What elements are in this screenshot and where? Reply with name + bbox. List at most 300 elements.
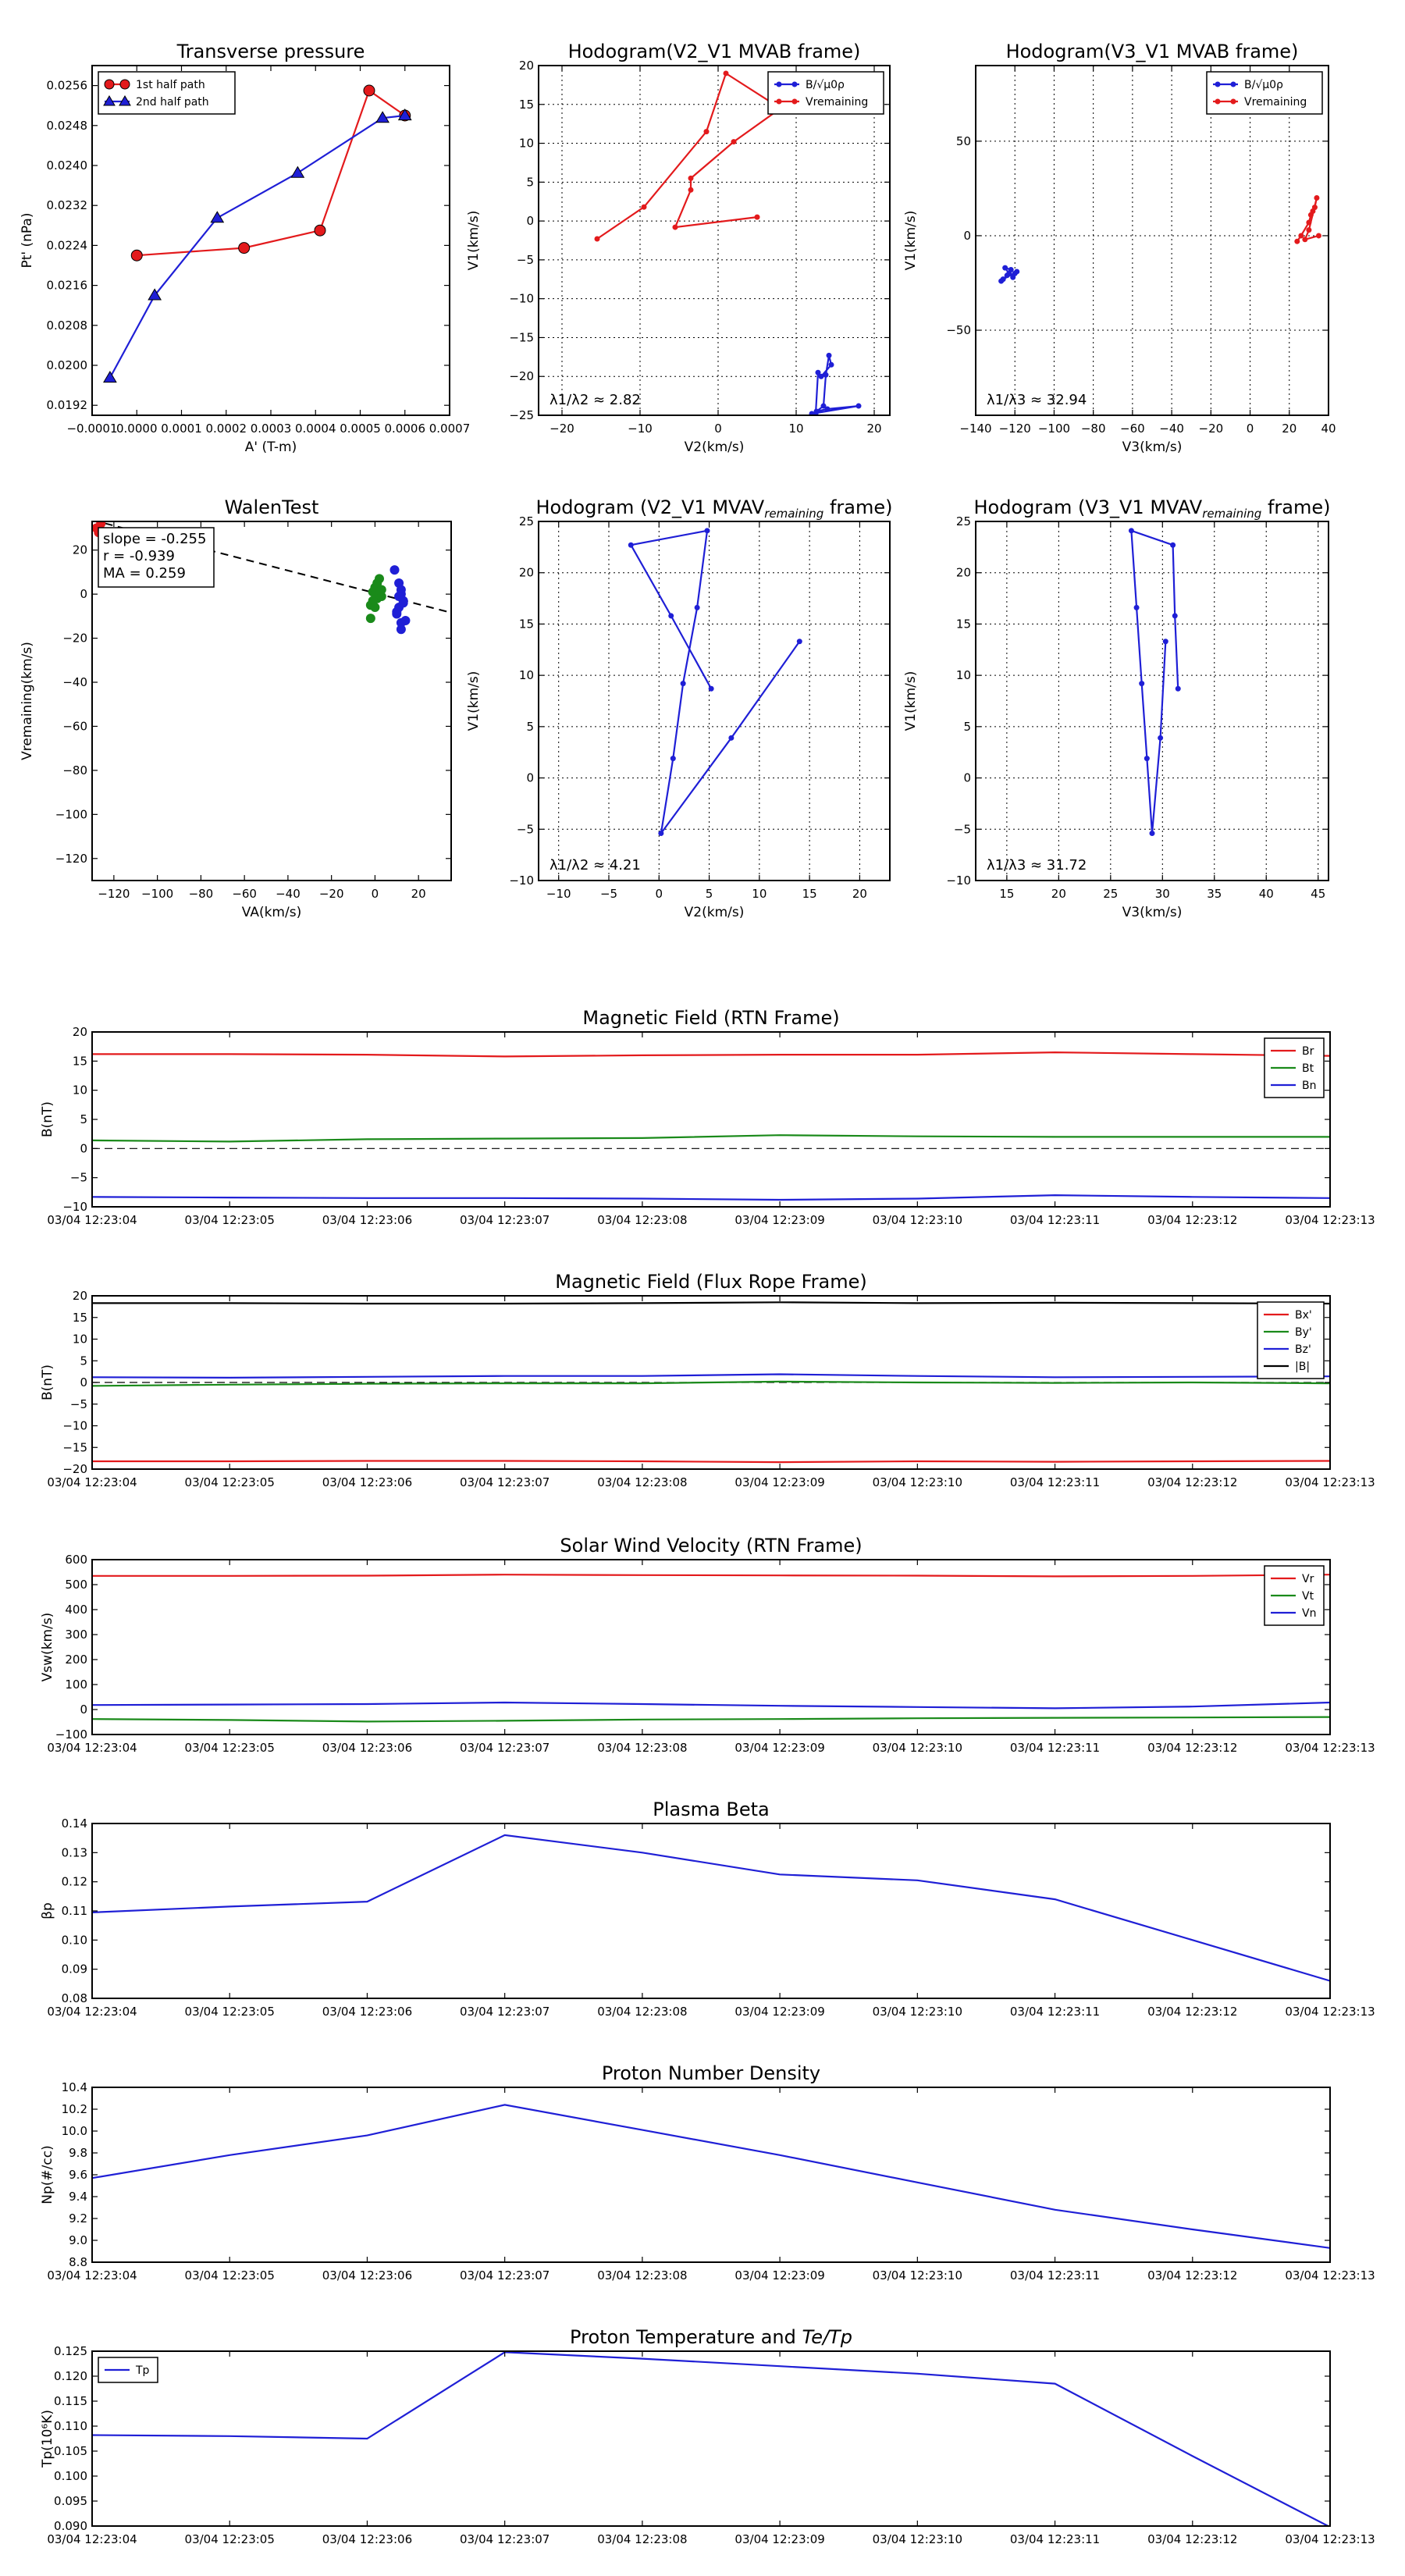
transverse-pressure-point xyxy=(315,225,325,236)
magnetic-field-rtn-legend-label: Bn xyxy=(1302,1080,1317,1092)
plasma-beta-frame xyxy=(92,1823,1330,1998)
transverse-pressure-ytick-label: 0.0216 xyxy=(46,278,87,293)
hodogram-v2v1-mvav-xtick-label: 10 xyxy=(752,887,767,901)
hodogram-v3v1-mvav-point xyxy=(1144,756,1150,761)
proton-temperature-xtick-label: 03/04 12:23:07 xyxy=(459,2532,550,2546)
walen-test-xtick-label: −100 xyxy=(141,887,174,901)
walen-test-xtick-label: −80 xyxy=(188,887,214,901)
magnetic-field-flux-rope-xtick-label: 03/04 12:23:13 xyxy=(1285,1475,1375,1489)
transverse-pressure-ytick-label: 0.0224 xyxy=(46,238,87,253)
magnetic-field-rtn-ytick-label: 20 xyxy=(72,1025,87,1039)
hodogram-v3v1-mvav-xtick-label: 45 xyxy=(1311,887,1326,901)
hodogram-v2v1-mvav-ytick-label: 15 xyxy=(518,617,534,632)
hodogram-v2v1-mvab-point xyxy=(595,237,600,242)
hodogram-v2v1-mvab-legend xyxy=(768,72,884,114)
hodogram-v3v1-mvav-ytick-label: 10 xyxy=(955,668,971,683)
hodogram-v3v1-mvab-ytick-label: 50 xyxy=(955,133,971,148)
hodogram-v3v1-mvav-xtick-label: 15 xyxy=(999,887,1015,901)
walen-test-ytick-label: −20 xyxy=(62,631,87,646)
walen-test-xtick-label: −20 xyxy=(318,887,344,901)
transverse-pressure-ytick-label: 0.0256 xyxy=(46,78,87,93)
hodogram-v2v1-mvab-point xyxy=(731,139,737,144)
hodogram-v3v1-mvav-point xyxy=(1158,735,1163,741)
plasma-beta-xtick-label: 03/04 12:23:04 xyxy=(47,2005,137,2019)
hodogram-v3v1-mvav-xtick-label: 35 xyxy=(1207,887,1222,901)
hodogram-v3v1-mvab-panel xyxy=(903,41,1336,455)
hodogram-v2v1-mvab-legend-marker xyxy=(792,99,798,105)
hodogram-v2v1-mvav-series-s0 xyxy=(628,528,802,836)
magnetic-field-flux-rope-panel xyxy=(40,1271,1375,1489)
magnetic-field-flux-rope-ytick-label: −15 xyxy=(62,1440,87,1455)
transverse-pressure-xtick-label: 0.0005 xyxy=(340,422,381,436)
hodogram-v3v1-mvab-legend-label: B/√μ0ρ xyxy=(1244,79,1283,91)
proton-temperature-xtick-label: 03/04 12:23:12 xyxy=(1147,2532,1238,2546)
walen-test-series-s0 xyxy=(366,574,386,623)
solar-wind-velocity-xtick-label: 03/04 12:23:09 xyxy=(735,1741,825,1755)
transverse-pressure-xtick-label: 0.0004 xyxy=(295,422,336,436)
magnetic-field-flux-rope-ytick-label: 0 xyxy=(80,1375,87,1389)
hodogram-v3v1-mvab-point xyxy=(1006,271,1012,276)
solar-wind-velocity-ytick-label: 100 xyxy=(65,1678,87,1692)
proton-number-density-frame xyxy=(92,2087,1330,2262)
proton-number-density-xtick-label: 03/04 12:23:10 xyxy=(872,2268,963,2282)
magnetic-field-flux-rope-legend-label: By' xyxy=(1295,1326,1312,1339)
proton-number-density-ytick-label: 9.6 xyxy=(69,2168,87,2182)
plasma-beta-xtick-label: 03/04 12:23:06 xyxy=(322,2005,413,2019)
hodogram-v2v1-mvav-point xyxy=(670,756,676,761)
solar-wind-velocity-legend-label: Vt xyxy=(1302,1590,1314,1603)
solar-wind-velocity-ytick-label: 400 xyxy=(65,1603,87,1617)
solar-wind-velocity-xtick-label: 03/04 12:23:06 xyxy=(322,1741,413,1755)
plasma-beta-title: Plasma Beta xyxy=(653,1799,770,1820)
magnetic-field-rtn-series-line xyxy=(92,1135,1330,1141)
hodogram-v2v1-mvab-annotation: λ1/λ2 ≈ 2.82 xyxy=(550,392,641,408)
walen-test-point xyxy=(377,592,386,601)
transverse-pressure-xlabel: A' (T-m) xyxy=(244,439,297,455)
hodogram-v3v1-mvav-point xyxy=(1139,681,1144,686)
plasma-beta-series-s0 xyxy=(92,1835,1330,1981)
proton-temperature-legend xyxy=(98,2357,158,2382)
transverse-pressure-xtick-label: 0.0001 xyxy=(161,422,202,436)
hodogram-v3v1-mvab-xtick-label: −120 xyxy=(998,422,1031,436)
magnetic-field-rtn-xtick-label: 03/04 12:23:13 xyxy=(1285,1213,1375,1227)
proton-temperature-xtick-label: 03/04 12:23:08 xyxy=(597,2532,688,2546)
hodogram-v3v1-mvav-xtick-label: 20 xyxy=(1051,887,1066,901)
transverse-pressure-point xyxy=(291,167,304,178)
magnetic-field-flux-rope-ytick-label: 10 xyxy=(72,1332,87,1347)
walen-stat-1: r = -0.939 xyxy=(103,548,175,564)
solar-wind-velocity-series-vn xyxy=(92,1703,1330,1708)
hodogram-v2v1-mvav-xtick-label: 15 xyxy=(802,887,817,901)
walen-test-point xyxy=(96,519,105,528)
magnetic-field-flux-rope-xtick-label: 03/04 12:23:11 xyxy=(1009,1475,1101,1489)
proton-temperature-series-tp xyxy=(92,2352,1330,2527)
transverse-pressure-legend xyxy=(98,72,235,114)
plasma-beta-ytick-label: 0.09 xyxy=(61,1962,87,1976)
hodogram-v2v1-mvav-xtick-label: 20 xyxy=(852,887,867,901)
transverse-pressure-xtick-label: 0.0006 xyxy=(384,422,425,436)
hodogram-v3v1-mvav-ytick-label: −5 xyxy=(953,822,971,837)
walen-test-xtick-label: −120 xyxy=(98,887,130,901)
transverse-pressure-legend-label: 1st half path xyxy=(136,79,205,91)
magnetic-field-flux-rope-series-line xyxy=(92,1375,1330,1378)
hodogram-v3v1-mvab-point xyxy=(1312,205,1318,210)
walen-test-xtick-label: −60 xyxy=(232,887,257,901)
hodogram-v2v1-mvab-legend-marker xyxy=(777,99,782,105)
hodogram-v2v1-mvav-point xyxy=(658,831,663,836)
hodogram-v2v1-mvav-xtick-label: 5 xyxy=(705,887,713,901)
hodogram-v2v1-mvav-xtick-label: −5 xyxy=(599,887,618,901)
hodogram-v2v1-mvab-ytick-label: 0 xyxy=(526,214,534,229)
magnetic-field-rtn-legend xyxy=(1264,1038,1324,1098)
hodogram-v2v1-mvav-frame xyxy=(539,521,890,881)
transverse-pressure-legend-marker xyxy=(105,80,114,89)
solar-wind-velocity-xtick-label: 03/04 12:23:13 xyxy=(1285,1741,1375,1755)
magnetic-field-rtn-xtick-label: 03/04 12:23:06 xyxy=(322,1213,413,1227)
proton-temperature-ytick-label: 0.095 xyxy=(54,2494,87,2508)
hodogram-v3v1-mvab-series-b0 xyxy=(998,265,1019,284)
hodogram-v3v1-mvab-xtick-label: 40 xyxy=(1321,422,1336,436)
hodogram-v2v1-mvav-point xyxy=(728,735,734,741)
walen-test-point xyxy=(399,598,408,607)
magnetic-field-flux-rope-xtick-label: 03/04 12:23:05 xyxy=(184,1475,275,1489)
solar-wind-velocity-xtick-label: 03/04 12:23:10 xyxy=(872,1741,963,1755)
magnetic-field-flux-rope-legend-box xyxy=(1257,1302,1324,1379)
magnetic-field-rtn-series-br xyxy=(92,1052,1330,1056)
hodogram-v2v1-mvav-ytick-label: 20 xyxy=(518,565,534,580)
solar-wind-velocity-frame xyxy=(92,1560,1330,1735)
solar-wind-velocity-xtick-label: 03/04 12:23:12 xyxy=(1147,1741,1238,1755)
magnetic-field-flux-rope-ytick-label: −20 xyxy=(62,1462,87,1476)
hodogram-v3v1-mvab-xtick-label: −60 xyxy=(1120,422,1145,436)
hodogram-v3v1-mvav-title: Hodogram (V3_V1 $MVAV_{remaining}$ frame) xyxy=(973,496,1331,521)
hodogram-v2v1-mvab-xtick-label: 0 xyxy=(714,422,722,436)
transverse-pressure-series-2ndhalfpath xyxy=(104,109,411,382)
proton-number-density-ytick-label: 8.8 xyxy=(69,2255,87,2269)
magnetic-field-rtn-frame xyxy=(92,1032,1330,1207)
plasma-beta-ytick-label: 0.14 xyxy=(61,1816,87,1831)
hodogram-v2v1-mvab-xtick-label: 20 xyxy=(866,422,882,436)
walen-test-point xyxy=(366,614,375,623)
hodogram-v2v1-mvab-legend-marker xyxy=(777,82,782,87)
magnetic-field-flux-rope-xtick-label: 03/04 12:23:09 xyxy=(735,1475,825,1489)
hodogram-v3v1-mvab-legend-marker xyxy=(1215,82,1221,87)
hodogram-v2v1-mvab-xtick-label: 10 xyxy=(788,422,804,436)
transverse-pressure-point xyxy=(104,372,116,382)
magnetic-field-flux-rope-ytick-label: −5 xyxy=(69,1397,87,1411)
hodogram-v2v1-mvab-point xyxy=(688,176,694,181)
solar-wind-velocity-legend-label: Vr xyxy=(1302,1573,1314,1585)
walen-test-title: WalenTest xyxy=(224,496,319,518)
hodogram-v2v1-mvab-point xyxy=(724,70,729,76)
magnetic-field-rtn-series-line xyxy=(92,1195,1330,1200)
hodogram-v2v1-mvab-ytick-label: 15 xyxy=(518,97,534,112)
hodogram-v2v1-mvab-legend-marker xyxy=(792,82,798,87)
solar-wind-velocity-ytick-label: 600 xyxy=(65,1553,87,1567)
proton-number-density-xtick-label: 03/04 12:23:12 xyxy=(1147,2268,1238,2282)
magnetic-field-rtn-ytick-label: 5 xyxy=(80,1112,87,1126)
magnetic-field-rtn-panel xyxy=(40,1007,1375,1227)
hodogram-v2v1-mvav-point xyxy=(709,686,714,692)
solar-wind-velocity-title: Solar Wind Velocity (RTN Frame) xyxy=(560,1535,863,1557)
walen-test-ytick-label: 0 xyxy=(80,587,87,602)
magnetic-field-rtn-legend-label: Br xyxy=(1302,1045,1314,1058)
hodogram-v3v1-mvab-title: Hodogram(V3_V1 MVAB frame) xyxy=(1005,41,1299,62)
hodogram-v3v1-mvab-point xyxy=(1001,276,1006,282)
hodogram-v3v1-mvav-title-sub: remaining xyxy=(1202,507,1262,521)
plasma-beta-ytick-label: 0.10 xyxy=(61,1933,87,1948)
magnetic-field-rtn-series-bt xyxy=(92,1135,1330,1141)
transverse-pressure-xtick-label: 0.0002 xyxy=(205,422,247,436)
walen-test-xtick-label: 20 xyxy=(411,887,426,901)
proton-temperature-ytick-label: 0.110 xyxy=(54,2419,87,2433)
proton-number-density-ytick-label: 10.0 xyxy=(61,2124,87,2138)
solar-wind-velocity-xtick-label: 03/04 12:23:11 xyxy=(1009,1741,1101,1755)
proton-temperature-xtick-label: 03/04 12:23:09 xyxy=(735,2532,825,2546)
solar-wind-velocity-ytick-label: 200 xyxy=(65,1653,87,1667)
hodogram-v2v1-mvab-title: Hodogram(V2_V1 MVAB frame) xyxy=(567,41,861,62)
plasma-beta-xtick-label: 03/04 12:23:05 xyxy=(184,2005,275,2019)
proton-number-density-ytick-label: 10.4 xyxy=(61,2080,87,2094)
proton-temperature-title-math: Te/Tp xyxy=(795,2326,852,2348)
hodogram-v3v1-mvav-title-end: frame) xyxy=(1261,496,1331,518)
magnetic-field-rtn-ytick-label: 15 xyxy=(72,1054,87,1069)
hodogram-v3v1-mvav-ylabel: V1(km/s) xyxy=(903,671,919,731)
hodogram-v2v1-mvab-point xyxy=(688,187,694,193)
transverse-pressure-point xyxy=(239,243,250,254)
hodogram-v2v1-mvab-frame xyxy=(539,66,890,415)
magnetic-field-flux-rope-series-bz xyxy=(92,1375,1330,1378)
hodogram-v3v1-mvav-annotation: λ1/λ3 ≈ 31.72 xyxy=(987,857,1087,873)
magnetic-field-rtn-title: Magnetic Field (RTN Frame) xyxy=(582,1007,840,1029)
hodogram-v3v1-mvab-xtick-label: −100 xyxy=(1037,422,1071,436)
hodogram-v2v1-mvav-series-line xyxy=(631,531,799,834)
proton-number-density-ytick-label: 9.2 xyxy=(69,2211,87,2226)
hodogram-v3v1-mvab-frame xyxy=(976,66,1329,415)
proton-number-density-series-line xyxy=(92,2105,1330,2247)
proton-temperature-ytick-label: 0.105 xyxy=(54,2444,87,2458)
magnetic-field-rtn-xtick-label: 03/04 12:23:05 xyxy=(184,1213,275,1227)
hodogram-v3v1-mvav-xtick-label: 25 xyxy=(1103,887,1119,901)
hodogram-v3v1-mvab-xtick-label: −140 xyxy=(959,422,992,436)
hodogram-v2v1-mvab-xlabel: V2(km/s) xyxy=(684,439,745,455)
hodogram-v3v1-mvab-series-vremaining xyxy=(1294,195,1321,244)
magnetic-field-flux-rope-legend-label: Bz' xyxy=(1295,1343,1311,1356)
hodogram-v2v1-mvav-ytick-label: −10 xyxy=(509,873,534,888)
proton-number-density-title: Proton Number Density xyxy=(601,2062,821,2084)
hodogram-v2v1-mvav-point xyxy=(668,613,674,618)
proton-number-density-xtick-label: 03/04 12:23:05 xyxy=(184,2268,275,2282)
hodogram-v3v1-mvab-point xyxy=(1314,195,1319,201)
proton-temperature-xtick-label: 03/04 12:23:11 xyxy=(1009,2532,1101,2546)
hodogram-v2v1-mvav-ytick-label: 25 xyxy=(518,514,534,528)
magnetic-field-flux-rope-ytick-label: 5 xyxy=(80,1354,87,1368)
walen-test-point xyxy=(370,603,379,612)
hodogram-v3v1-mvav-point xyxy=(1170,543,1176,548)
hodogram-v3v1-mvav-xtick-label: 30 xyxy=(1154,887,1170,901)
walen-test-xtick-label: −40 xyxy=(276,887,301,901)
magnetic-field-rtn-ytick-label: −10 xyxy=(62,1200,87,1214)
magnetic-field-flux-rope-series-line xyxy=(92,1461,1330,1463)
hodogram-v2v1-mvav-xtick-label: −10 xyxy=(546,887,571,901)
hodogram-v2v1-mvab-point xyxy=(856,404,862,409)
walen-test-ytick-label: −120 xyxy=(55,851,87,866)
plasma-beta-xtick-label: 03/04 12:23:12 xyxy=(1147,2005,1238,2019)
hodogram-v2v1-mvab-panel xyxy=(466,41,890,455)
hodogram-v3v1-mvab-legend xyxy=(1207,72,1322,114)
magnetic-field-rtn-xtick-label: 03/04 12:23:08 xyxy=(597,1213,688,1227)
hodogram-v3v1-mvab-xtick-label: −40 xyxy=(1159,422,1184,436)
hodogram-v3v1-mvab-xlabel: V3(km/s) xyxy=(1122,439,1183,455)
hodogram-v3v1-mvab-xtick-label: −80 xyxy=(1080,422,1106,436)
transverse-pressure-xtick-label: 0.0007 xyxy=(429,422,471,436)
walen-test-point xyxy=(375,574,384,583)
hodogram-v2v1-mvab-point xyxy=(673,225,678,230)
hodogram-v3v1-mvab-ytick-label: −50 xyxy=(946,323,971,338)
magnetic-field-rtn-series-line xyxy=(92,1052,1330,1056)
hodogram-v2v1-mvab-xtick-label: −20 xyxy=(550,422,574,436)
transverse-pressure-point xyxy=(131,250,142,261)
hodogram-v2v1-mvav-panel xyxy=(466,496,892,920)
magnetic-field-rtn-series-bn xyxy=(92,1195,1330,1200)
magnetic-field-rtn-legend-label: Bt xyxy=(1302,1062,1314,1075)
magnetic-field-flux-rope-ylabel: B(nT) xyxy=(40,1364,55,1401)
hodogram-v3v1-mvav-ytick-label: 15 xyxy=(955,617,971,632)
hodogram-v2v1-mvav-point xyxy=(628,543,634,548)
hodogram-v2v1-mvab-series-line xyxy=(597,73,781,239)
proton-number-density-ytick-label: 9.0 xyxy=(69,2233,87,2247)
hodogram-v2v1-mvab-point xyxy=(819,374,824,379)
hodogram-v2v1-mvav-point xyxy=(681,681,686,686)
hodogram-v2v1-mvab-ytick-label: −25 xyxy=(509,408,534,422)
plasma-beta-series-line xyxy=(92,1835,1330,1981)
magnetic-field-rtn-xtick-label: 03/04 12:23:12 xyxy=(1147,1213,1238,1227)
magnetic-field-rtn-ytick-label: 10 xyxy=(72,1083,87,1098)
walen-test-series-s1 xyxy=(390,565,411,634)
proton-number-density-panel xyxy=(40,2062,1375,2282)
solar-wind-velocity-series-line xyxy=(92,1717,1330,1722)
hodogram-v2v1-mvav-ytick-label: 10 xyxy=(518,668,534,683)
magnetic-field-flux-rope-series-line xyxy=(92,1302,1330,1304)
walen-test-xlabel: VA(km/s) xyxy=(241,905,302,920)
hodogram-v3v1-mvav-ytick-label: 5 xyxy=(963,719,971,734)
hodogram-v2v1-mvab-legend-label: B/√μ0ρ xyxy=(806,79,845,91)
proton-temperature-ytick-label: 0.100 xyxy=(54,2469,87,2483)
hodogram-v2v1-mvab-ytick-label: 20 xyxy=(518,59,534,73)
hodogram-v3v1-mvab-xtick-label: 20 xyxy=(1282,422,1297,436)
proton-temperature-xtick-label: 03/04 12:23:10 xyxy=(872,2532,963,2546)
hodogram-v3v1-mvav-point xyxy=(1163,639,1168,644)
transverse-pressure-title: Transverse pressure xyxy=(176,41,365,62)
solar-wind-velocity-ytick-label: −100 xyxy=(55,1727,87,1742)
hodogram-v2v1-mvab-ytick-label: −5 xyxy=(516,252,534,267)
plasma-beta-xtick-label: 03/04 12:23:11 xyxy=(1009,2005,1101,2019)
hodogram-v3v1-mvab-legend-label: Vremaining xyxy=(1244,96,1307,109)
walen-test-point xyxy=(392,607,401,617)
walen-stat-0: slope = -0.255 xyxy=(103,531,207,547)
hodogram-v3v1-mvav-point xyxy=(1129,528,1134,533)
proton-number-density-xtick-label: 03/04 12:23:07 xyxy=(459,2268,550,2282)
magnetic-field-flux-rope-title: Magnetic Field (Flux Rope Frame) xyxy=(555,1271,867,1293)
magnetic-field-rtn-xtick-label: 03/04 12:23:04 xyxy=(47,1213,137,1227)
hodogram-v2v1-mvab-point xyxy=(704,129,710,134)
hodogram-v2v1-mvab-ytick-label: 5 xyxy=(526,175,534,190)
hodogram-v2v1-mvav-annotation: λ1/λ2 ≈ 4.21 xyxy=(550,857,641,873)
proton-number-density-xtick-label: 03/04 12:23:08 xyxy=(597,2268,688,2282)
walen-stat-2: MA = 0.259 xyxy=(103,565,186,582)
hodogram-v2v1-mvab-series-line xyxy=(812,355,859,414)
proton-temperature-frame xyxy=(92,2351,1330,2526)
walen-test-ytick-label: −60 xyxy=(62,719,87,734)
magnetic-field-flux-rope-xtick-label: 03/04 12:23:06 xyxy=(322,1475,413,1489)
plasma-beta-panel xyxy=(40,1799,1375,2019)
hodogram-v2v1-mvab-legend-label: Vremaining xyxy=(806,96,869,109)
proton-number-density-xtick-label: 03/04 12:23:11 xyxy=(1009,2268,1101,2282)
hodogram-v2v1-mvav-title-end: frame) xyxy=(823,496,893,518)
hodogram-v2v1-mvab-point xyxy=(755,215,760,220)
hodogram-v3v1-mvab-ylabel: V1(km/s) xyxy=(903,210,919,271)
hodogram-v2v1-mvab-point xyxy=(825,407,831,412)
proton-temperature-xtick-label: 03/04 12:23:06 xyxy=(322,2532,413,2546)
plasma-beta-ytick-label: 0.08 xyxy=(61,1991,87,2005)
transverse-pressure-ytick-label: 0.0192 xyxy=(46,398,87,413)
walen-test-xtick-label: 0 xyxy=(371,887,379,901)
proton-number-density-ytick-label: 10.2 xyxy=(61,2102,87,2116)
proton-temperature-series-line xyxy=(92,2352,1330,2527)
magnetic-field-flux-rope-ytick-label: 15 xyxy=(72,1310,87,1325)
solar-wind-velocity-ytick-label: 300 xyxy=(65,1628,87,1642)
plasma-beta-xtick-label: 03/04 12:23:08 xyxy=(597,2005,688,2019)
transverse-pressure-legend-label: 2nd half path xyxy=(136,96,209,109)
plasma-beta-ytick-label: 0.12 xyxy=(61,1874,87,1889)
hodogram-v2v1-mvav-title-sub: remaining xyxy=(764,507,824,521)
hodogram-v2v1-mvab-series-b0 xyxy=(809,353,862,417)
walen-test-ytick-label: −40 xyxy=(62,675,87,690)
transverse-pressure-series-line xyxy=(137,91,405,255)
magnetic-field-flux-rope-xtick-label: 03/04 12:23:04 xyxy=(47,1475,137,1489)
hodogram-v2v1-mvab-ytick-label: −15 xyxy=(509,330,534,345)
magnetic-field-rtn-ytick-label: 0 xyxy=(80,1141,87,1156)
hodogram-v3v1-mvav-ytick-label: 25 xyxy=(955,514,971,528)
solar-wind-velocity-legend xyxy=(1264,1566,1324,1625)
hodogram-v2v1-mvab-point xyxy=(642,205,647,210)
hodogram-v2v1-mvab-ytick-label: −10 xyxy=(509,291,534,306)
hodogram-v3v1-mvav-point xyxy=(1150,831,1155,836)
proton-number-density-xtick-label: 03/04 12:23:06 xyxy=(322,2268,413,2282)
hodogram-v2v1-mvab-xtick-label: −10 xyxy=(628,422,653,436)
magnetic-field-rtn-ylabel: B(nT) xyxy=(40,1101,55,1138)
transverse-pressure-ytick-label: 0.0232 xyxy=(46,198,87,213)
hodogram-v2v1-mvav-ylabel: V1(km/s) xyxy=(466,671,482,731)
hodogram-v2v1-mvab-point xyxy=(814,409,820,415)
hodogram-v3v1-mvav-point xyxy=(1172,613,1178,618)
magnetic-field-flux-rope-legend-label: |B| xyxy=(1295,1361,1311,1373)
hodogram-v3v1-mvab-point xyxy=(1014,269,1019,274)
solar-wind-velocity-series-line xyxy=(92,1703,1330,1708)
hodogram-v3v1-mvab-point xyxy=(1298,233,1304,238)
hodogram-v2v1-mvav-xlabel: V2(km/s) xyxy=(684,905,745,920)
proton-number-density-ylabel: Np(#/cc) xyxy=(40,2145,55,2204)
solar-wind-velocity-ytick-label: 500 xyxy=(65,1578,87,1592)
walen-test-ylabel: Vremaining(km/s) xyxy=(20,642,35,760)
hodogram-v2v1-mvav-xtick-label: 0 xyxy=(655,887,663,901)
walen-test-panel xyxy=(20,496,451,920)
transverse-pressure-ytick-label: 0.0248 xyxy=(46,118,87,133)
hodogram-v3v1-mvab-ytick-label: 0 xyxy=(963,228,971,243)
proton-temperature-ytick-label: 0.125 xyxy=(54,2344,87,2358)
hodogram-v2v1-mvab-ytick-label: 10 xyxy=(518,136,534,151)
proton-temperature-ylabel: Tp(10⁶K) xyxy=(40,2409,55,2468)
